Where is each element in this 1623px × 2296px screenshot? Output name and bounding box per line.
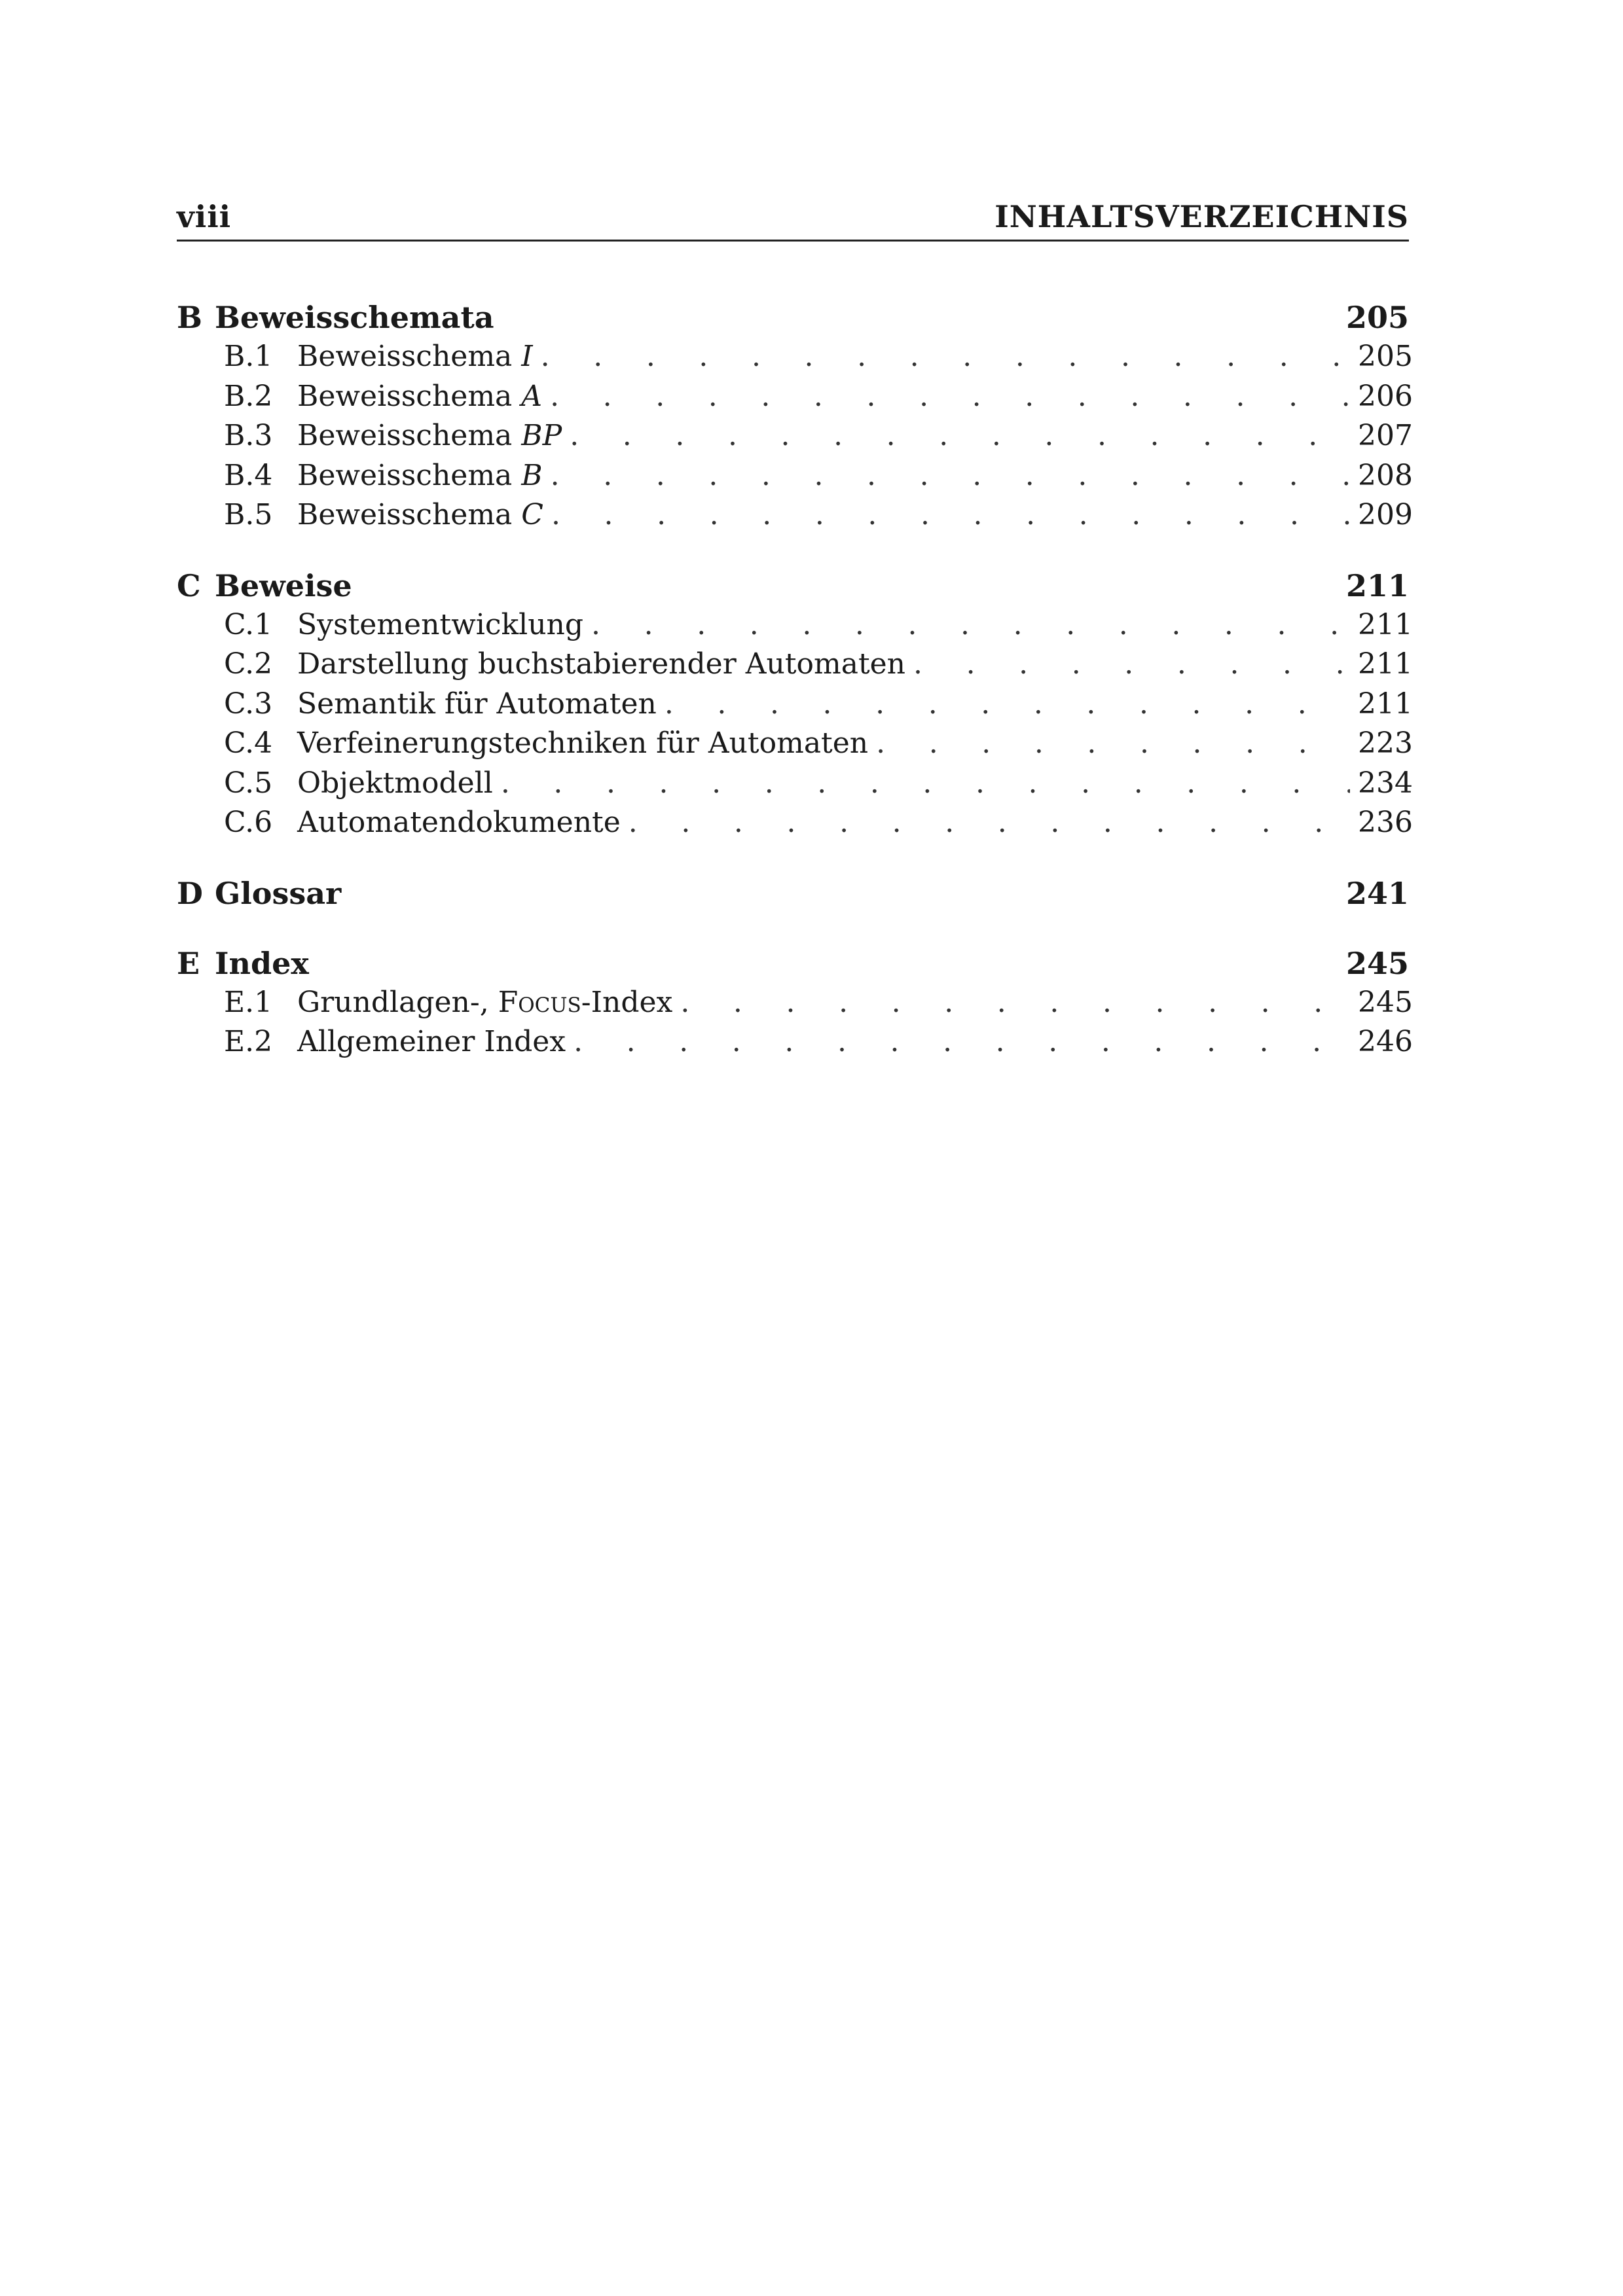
toc-chapter-b: [177, 298, 1413, 535]
section-page: 208: [1358, 458, 1413, 492]
section-entry[interactable]: [177, 456, 1413, 496]
chapter-entry[interactable]: [177, 874, 1409, 913]
section-title: Darstellung buchstabierender Automaten: [297, 647, 906, 681]
dot-leader: [665, 685, 1350, 725]
dot-leader: [551, 495, 1350, 535]
chapter-number: E: [177, 945, 200, 981]
dot-leader: [574, 1022, 1350, 1062]
section-page: 207: [1358, 419, 1413, 452]
dot-leader: [876, 724, 1350, 764]
dot-leader: [501, 764, 1350, 804]
chapter-page: 241: [1345, 875, 1409, 911]
section-number: C.6: [224, 806, 273, 839]
section-page: 205: [1358, 340, 1413, 373]
section-page: 211: [1358, 607, 1413, 641]
section-number: C.3: [224, 687, 273, 721]
dot-leader: [591, 605, 1350, 645]
section-number: B.4: [224, 458, 273, 492]
running-title: INHALTSVERZEICHNIS: [994, 199, 1409, 234]
small-caps-term: Focus: [498, 985, 581, 1019]
section-page: 234: [1358, 766, 1413, 800]
section-page: 236: [1358, 806, 1413, 839]
section-number: C.2: [224, 647, 273, 681]
section-title: Allgemeiner Index: [297, 1025, 566, 1058]
math-symbol: B: [521, 458, 543, 492]
chapter-page: 211: [1345, 567, 1409, 603]
toc-chapter-e: [177, 944, 1413, 1062]
section-title: Beweisschema B: [297, 458, 543, 492]
page-number: viii: [177, 199, 232, 234]
section-title: Beweisschema BP: [297, 419, 562, 452]
chapter-title: Beweise: [215, 567, 352, 603]
section-title: Grundlagen-, Focus-Index: [297, 985, 673, 1019]
math-symbol: BP: [521, 419, 562, 452]
dot-leader: [541, 337, 1350, 377]
section-number: B.1: [224, 340, 273, 373]
section-page: 211: [1358, 647, 1413, 681]
section-entry[interactable]: [177, 645, 1413, 685]
section-entry[interactable]: [177, 764, 1413, 804]
section-title: Objektmodell: [297, 766, 493, 800]
dot-leader: [551, 456, 1350, 496]
section-number: B.3: [224, 419, 273, 452]
dot-leader: [550, 377, 1350, 417]
section-number: E.2: [224, 1025, 273, 1058]
chapter-title: Index: [215, 945, 309, 981]
section-number: C.5: [224, 766, 273, 800]
dot-leader: [913, 645, 1350, 685]
chapter-title: Beweisschemata: [215, 300, 494, 335]
section-number: B.2: [224, 379, 273, 413]
section-number: C.1: [224, 607, 273, 641]
section-entry[interactable]: [177, 495, 1413, 535]
section-page: 246: [1358, 1025, 1413, 1058]
dot-leader: [680, 983, 1350, 1023]
section-number: C.4: [224, 726, 273, 760]
section-title: Beweisschema A: [297, 379, 543, 413]
running-header: [177, 196, 1409, 242]
math-symbol: A: [521, 379, 543, 413]
section-page: 211: [1358, 687, 1413, 721]
section-title: Automatendokumente: [297, 806, 621, 839]
section-page: 209: [1358, 498, 1413, 531]
section-entry[interactable]: [177, 377, 1413, 417]
section-entry[interactable]: [177, 724, 1413, 764]
math-symbol: I: [521, 340, 533, 373]
table-of-contents: [177, 298, 1413, 1093]
chapter-entry[interactable]: [177, 944, 1409, 983]
section-page: 245: [1358, 985, 1413, 1019]
section-page: 223: [1358, 726, 1413, 760]
math-symbol: C: [521, 498, 543, 531]
chapter-number: D: [177, 875, 203, 911]
toc-chapter-d: [177, 874, 1409, 913]
section-title: Systementwicklung: [297, 607, 584, 641]
section-title: Beweisschema C: [297, 498, 543, 531]
section-title: Beweisschema I: [297, 340, 533, 373]
chapter-page: 245: [1345, 945, 1409, 981]
dot-leader: [570, 416, 1350, 456]
dot-leader: [629, 803, 1350, 843]
section-title: Verfeinerungstechniken für Automaten: [297, 726, 869, 760]
section-entry[interactable]: [177, 685, 1413, 725]
section-entry[interactable]: [177, 803, 1413, 843]
chapter-number: C: [177, 567, 201, 603]
section-number: E.1: [224, 985, 273, 1019]
chapter-title: Glossar: [215, 875, 342, 911]
chapter-page: 205: [1345, 300, 1409, 335]
section-entry[interactable]: [177, 983, 1413, 1023]
chapter-number: B: [177, 300, 202, 335]
section-page: 206: [1358, 379, 1413, 413]
chapter-entry[interactable]: [177, 298, 1409, 337]
section-entry[interactable]: [177, 1022, 1413, 1062]
toc-chapter-c: [177, 566, 1413, 843]
section-entry[interactable]: [177, 337, 1413, 377]
section-entry[interactable]: [177, 605, 1413, 645]
chapter-entry[interactable]: [177, 566, 1409, 605]
section-number: B.5: [224, 498, 273, 531]
section-entry[interactable]: [177, 416, 1413, 456]
section-title: Semantik für Automaten: [297, 687, 657, 721]
